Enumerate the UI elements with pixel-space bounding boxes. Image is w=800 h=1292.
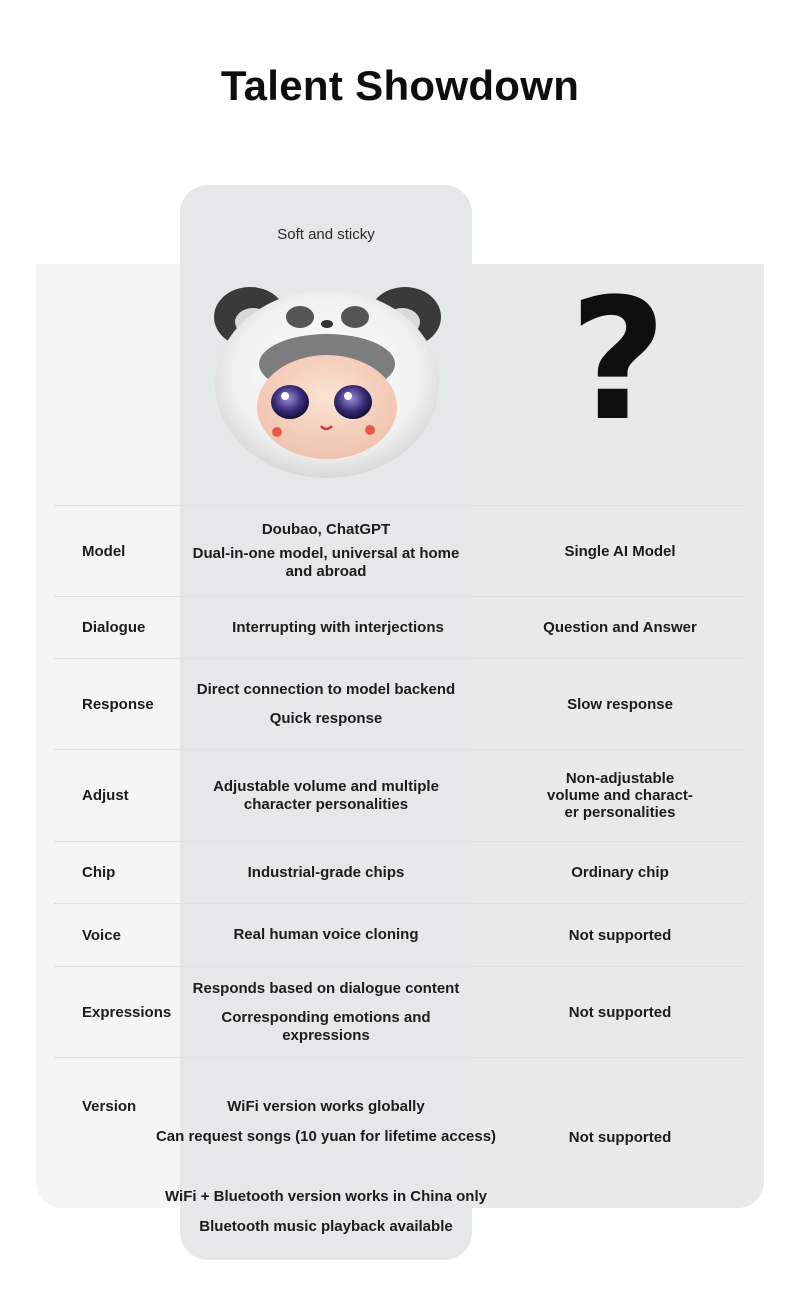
table-row-adjust	[0, 750, 800, 841]
other-cell	[474, 597, 766, 658]
other-cell	[474, 750, 766, 841]
featured-product-caption: Soft and sticky	[277, 226, 375, 243]
cell-line: volume and charact-	[547, 787, 693, 804]
cell-line: Question and Answer	[543, 619, 697, 636]
row-label: Expressions	[82, 1003, 172, 1021]
featured-cell	[178, 659, 474, 749]
other-cell	[474, 1129, 766, 1146]
cell-line: Direct connection to model backend	[196, 680, 456, 698]
other-cell	[474, 967, 766, 1057]
cell-line: Doubao, ChatGPT	[261, 521, 391, 538]
table-row-response	[0, 659, 800, 749]
featured-cell	[178, 967, 474, 1057]
version-line: WiFi version works globally	[227, 1098, 425, 1115]
cell-line: Non-adjustable	[565, 770, 675, 787]
featured-cell	[190, 597, 486, 658]
version-line: WiFi + Bluetooth version works in China only	[165, 1188, 487, 1205]
row-label: Chip	[82, 864, 116, 881]
other-cell	[474, 659, 766, 749]
cell-line: Industrial-grade chips	[247, 863, 405, 881]
other-cell	[474, 506, 766, 596]
cell-line: Corresponding emotions and expressions	[221, 1008, 431, 1044]
cell-line: Dual-in-one model, universal at home and abroad	[192, 545, 460, 580]
row-label: Dialogue	[82, 619, 146, 636]
version-line: Bluetooth music playback available	[199, 1218, 453, 1235]
panda-hood-doll-image	[205, 272, 450, 482]
table-row-voice	[0, 904, 800, 966]
row-label: Voice	[82, 926, 121, 944]
cell-line: Slow response	[567, 695, 673, 713]
table-row-dialogue	[0, 597, 800, 658]
row-label: Model	[82, 542, 126, 560]
other-cell	[474, 842, 766, 903]
row-label: Adjust	[82, 787, 129, 804]
unknown-product-question-mark: ?	[569, 262, 667, 458]
featured-cell	[178, 842, 474, 903]
row-label: Version	[82, 1098, 137, 1115]
table-row-expressions	[0, 967, 800, 1057]
cell-line: Real human voice cloning	[233, 926, 419, 943]
table-row-chip	[0, 842, 800, 903]
cell-line: Ordinary chip	[571, 864, 669, 881]
featured-cell	[178, 506, 474, 596]
cell-line: Single AI Model	[564, 542, 676, 560]
version-line: Can request songs (10 yuan for lifetime access)	[155, 1128, 497, 1145]
cell-line: Quick response	[269, 709, 383, 727]
cell-line: er personalities	[564, 804, 676, 821]
row-label: Response	[82, 695, 154, 713]
table-row-model	[0, 506, 800, 596]
page-title: Talent Showdown	[220, 62, 580, 109]
cell-line: Not supported	[568, 926, 672, 944]
other-cell	[474, 904, 766, 966]
cell-line: Adjustable volume and multiple character personalities	[213, 777, 439, 813]
cell-line: Not supported	[568, 1129, 672, 1146]
cell-line: Not supported	[568, 1003, 672, 1021]
cell-line: Interrupting with interjections	[232, 618, 444, 636]
cell-line: Responds based on dialogue content	[192, 979, 460, 997]
featured-cell	[178, 904, 474, 966]
featured-cell	[178, 750, 474, 841]
